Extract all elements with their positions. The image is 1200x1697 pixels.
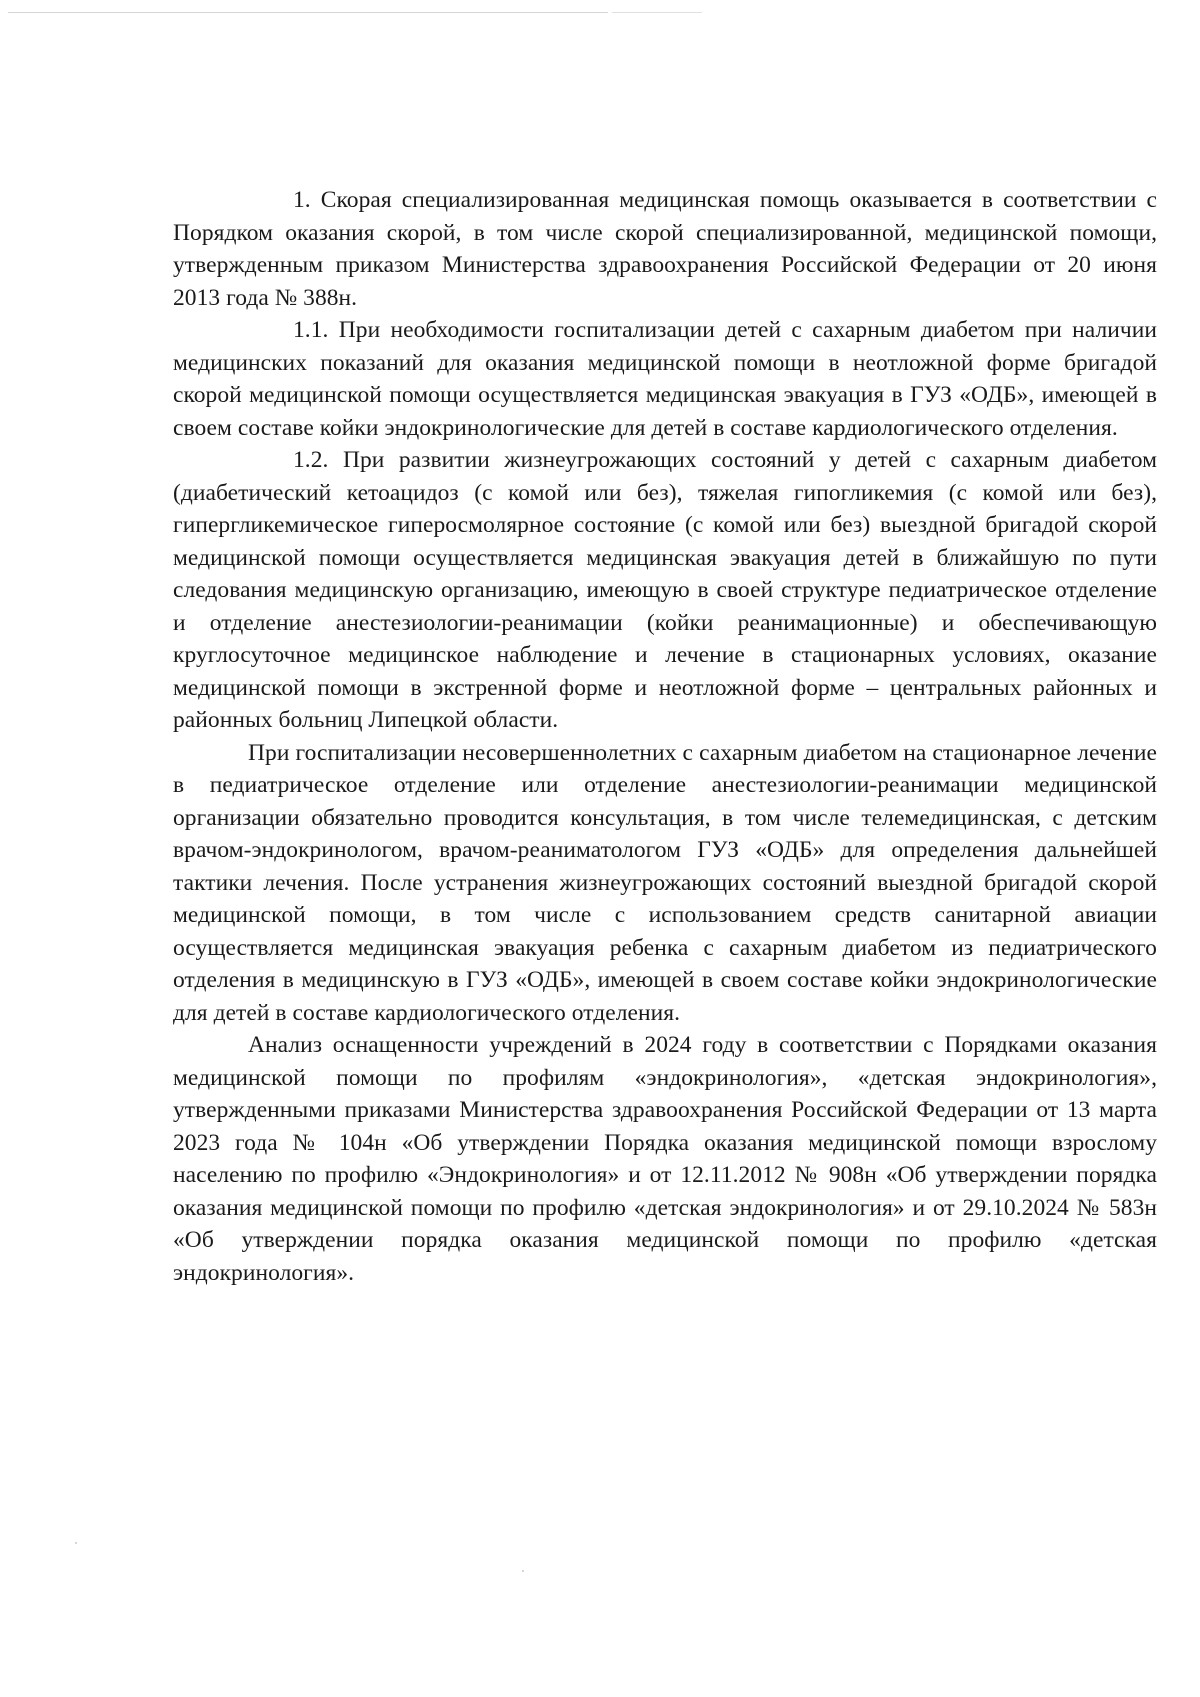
paragraph-text: Анализ оснащенности учреждений в 2024 году в соответствии с Порядками оказания медицинской помощи по профилям «эндокринология», «детская эндокринология», утвержденными приказами Министерства здравоохранения Российской Федерации от 13 марта 2023 года № 104н «Об утверждении Порядка оказания медицинской помощи взрослому населению по профилю «Эндокринология» и от 12.11.2012 № 908н «Об утверждении порядка оказания медицинской помощи по профилю «детская эндокринология» и от 29.10.2024 № 583н «Об утверждении порядка оказания медицинской помощи по профилю «детская эндокринология». [173, 1032, 1157, 1286]
paragraph-1-2 [173, 444, 1157, 737]
paragraph-1-1 [173, 314, 1157, 444]
paragraph-text: Скорая специализированная медицинская помощь оказывается в соответствии с Порядком оказания скорой, в том числе скорой специализированной, медицинской помощи, утвержденным приказом Министерства здравоохранения Российской Федерации от 20 июня 2013 года № 388н. [173, 187, 1157, 311]
paragraph-text: При госпитализации несовершеннолетних с сахарным диабетом на стационарное лечение в педиатрическое отделение или отделение анестезиологии-реанимации медицинской организации обязательно проводится консультация, в том числе телемедицинская, с детским врачом-эндокринологом, врачом-реаниматологом ГУЗ «ОДБ» для определения дальнейшей тактики лечения. После устранения жизнеугрожающих состояний выездной бригадой скорой медицинской помощи, в том числе с использованием средств санитарной авиации осуществляется медицинская эвакуация ребенка с сахарным диабетом из педиатрического отделения в медицинскую в ГУЗ «ОДБ», имеющей в своем составе койки эндокринологические для детей в составе кардиологического отделения. [173, 739, 1157, 1026]
scan-artifact-top-line-short [612, 12, 702, 13]
paragraph-number: 1. [293, 187, 311, 213]
scan-artifact-dot [522, 1570, 524, 1572]
document-body [173, 184, 1157, 1289]
paragraph-equipment-analysis [173, 1029, 1157, 1289]
paragraph-number: 1.2. [293, 447, 329, 473]
paragraph-1 [173, 184, 1157, 314]
scan-artifact-dot [75, 1542, 77, 1544]
paragraph-hospitalization [173, 737, 1157, 1030]
scan-artifact-top-line [8, 12, 608, 13]
paragraph-text: При необходимости госпитализации детей с сахарным диабетом при наличии медицинских показаний для оказания медицинской помощи в неотложной форме бригадой скорой медицинской помощи осуществляется медицинская эвакуация в ГУЗ «ОДБ», имеющей в своем составе койки эндокринологические для детей в составе кардиологического отделения. [173, 317, 1157, 441]
paragraph-number: 1.1. [293, 317, 329, 343]
paragraph-text: При развитии жизнеугрожающих состояний у детей с сахарным диабетом (диабетический кетоацидоз (с комой или без), тяжелая гипогликемия (с комой или без), гипергликемическое гиперосмолярное состояние (с комой или без) выездной бригадой скорой медицинской помощи осуществляется медицинская эвакуация детей в ближайшую по пути следования медицинскую организацию, имеющую в своей структуре педиатрическое отделение и отделение анестезиологии-реанимации (койки реанимационные) и обеспечивающую круглосуточное медицинское наблюдение и лечение в стационарных условиях, оказание медицинской помощи в экстренной форме и неотложной форме – центральных районных и районных больниц Липецкой области. [173, 447, 1157, 733]
